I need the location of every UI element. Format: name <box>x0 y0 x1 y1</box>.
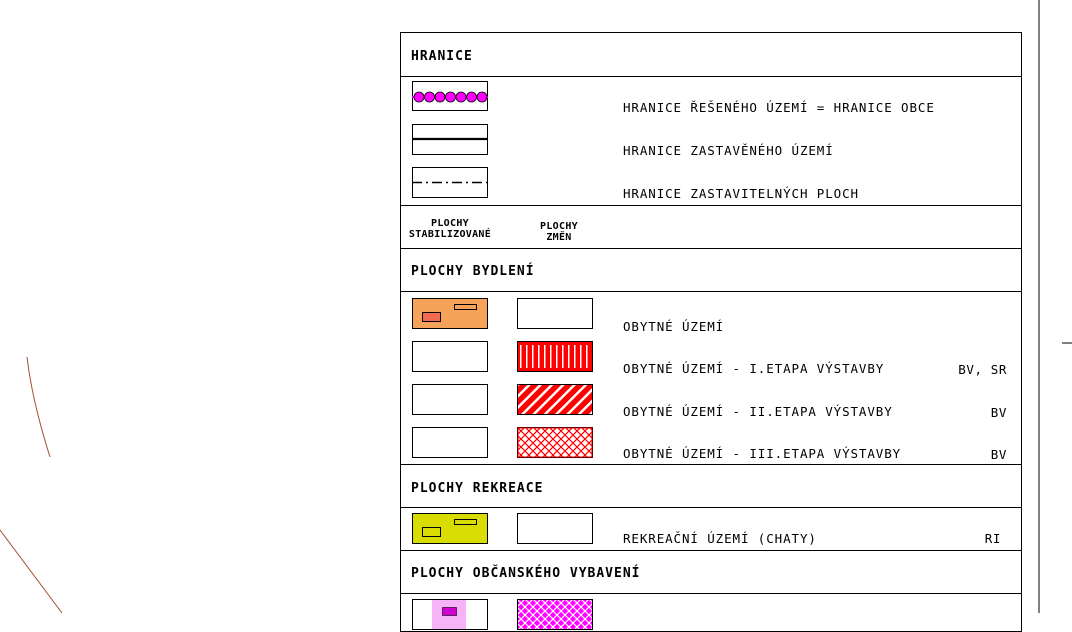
column-header-line: PLOCHY <box>540 221 578 232</box>
housing-stabilized-symbol-empty <box>412 384 488 415</box>
divider <box>401 291 1021 292</box>
dash-dot-line-icon <box>412 167 488 198</box>
divider <box>401 205 1021 206</box>
stage-1-vertical-hatch-symbol <box>517 341 593 372</box>
housing-code: BV <box>990 447 1007 462</box>
section-title-rekreace: PLOCHY REKREACE <box>411 481 544 496</box>
stage-3-cross-hatch-symbol <box>517 427 593 458</box>
section-title-bydleni: PLOCHY BYDLENÍ <box>411 264 535 279</box>
map-boundary-arc <box>27 357 50 457</box>
housing-stabilized-symbol-empty <box>412 427 488 458</box>
divider <box>401 76 1021 77</box>
column-header-stabilized <box>403 218 497 240</box>
civic-change-cross-hatch-symbol <box>517 599 593 630</box>
civic-stabilized-symbol <box>412 599 488 630</box>
recreation-change-symbol-empty <box>517 513 593 544</box>
housing-stabilized-symbol-empty <box>412 341 488 372</box>
boundary-label: HRANICE ZASTAVITELNÝCH PLOCH <box>623 186 859 201</box>
column-header-line: STABILIZOVANÉ <box>408 229 492 240</box>
divider <box>401 593 1021 594</box>
divider <box>401 464 1021 465</box>
boundary-label: HRANICE ŘEŠENÉHO ÚZEMÍ = HRANICE OBCE <box>623 100 935 115</box>
column-header-line: PLOCHY <box>431 218 469 229</box>
divider <box>401 507 1021 508</box>
section-title-obcanske: PLOCHY OBČANSKÉHO VYBAVENÍ <box>411 566 641 581</box>
recreation-stabilized-symbol <box>412 513 488 544</box>
recreation-code: RI <box>984 531 1001 546</box>
divider <box>401 248 1021 249</box>
magenta-dotted-line-icon <box>412 81 488 111</box>
stage-2-diagonal-hatch-symbol <box>517 384 593 415</box>
housing-label: OBYTNÉ ÚZEMÍ <box>623 319 725 334</box>
housing-stabilized-symbol <box>412 298 488 329</box>
housing-change-symbol-empty <box>517 298 593 329</box>
map-boundary-arc-lower <box>0 530 62 613</box>
column-header-changes <box>519 221 599 243</box>
housing-label: OBYTNÉ ÚZEMÍ - II.ETAPA VÝSTAVBY <box>623 404 893 419</box>
divider <box>401 550 1021 551</box>
recreation-label: REKREAČNÍ ÚZEMÍ (CHATY) <box>623 531 817 546</box>
section-title-hranice: HRANICE <box>411 49 473 64</box>
housing-label: OBYTNÉ ÚZEMÍ - III.ETAPA VÝSTAVBY <box>623 446 902 461</box>
column-header-line: ZMĚN <box>546 232 572 243</box>
boundary-label: HRANICE ZASTAVĚNÉHO ÚZEMÍ <box>623 143 834 158</box>
housing-code: BV, SR <box>958 362 1007 377</box>
legend-table <box>400 32 1022 632</box>
housing-code: BV <box>990 405 1007 420</box>
solid-line-icon <box>412 124 488 155</box>
housing-label: OBYTNÉ ÚZEMÍ - I.ETAPA VÝSTAVBY <box>623 361 885 376</box>
